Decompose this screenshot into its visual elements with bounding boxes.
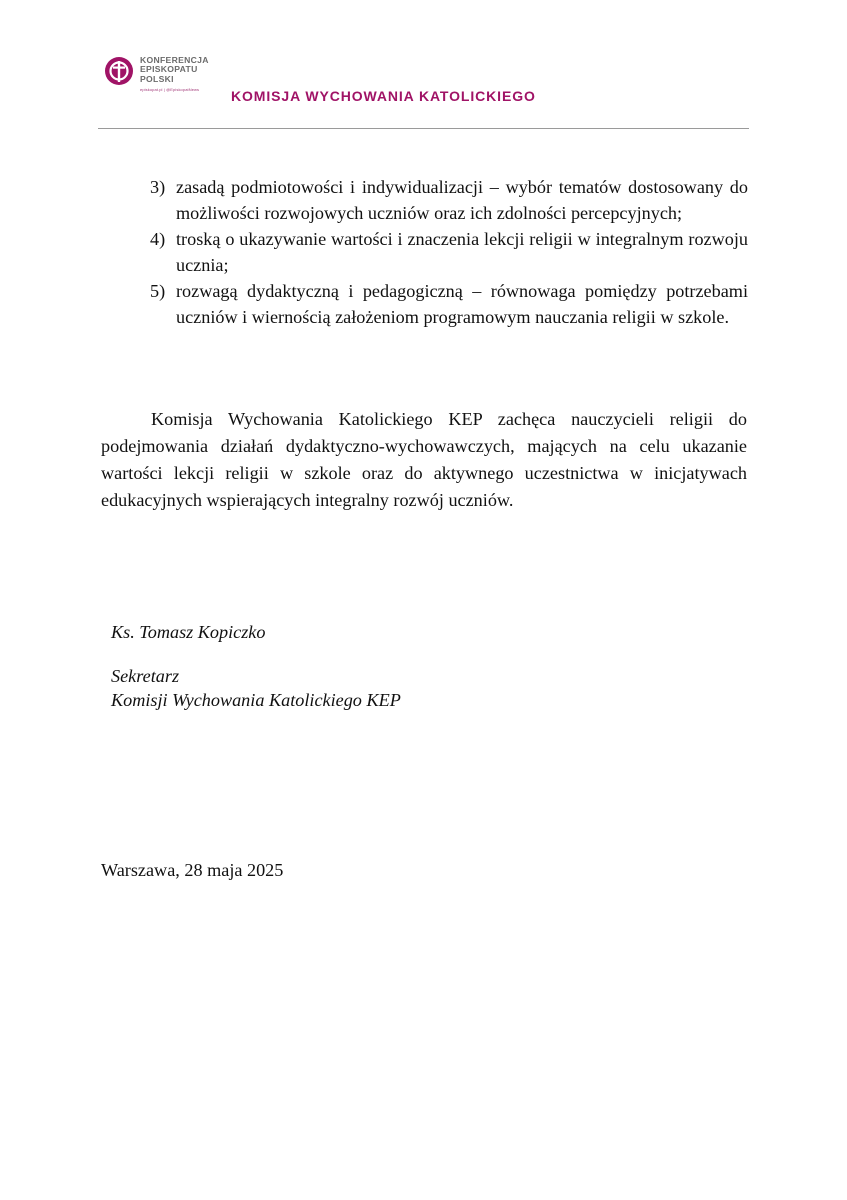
date-line: Warszawa, 28 maja 2025 xyxy=(101,860,284,880)
list-item xyxy=(150,226,748,278)
list-item-number: 5) xyxy=(150,281,166,301)
logo-wordmark xyxy=(140,56,209,84)
list-item xyxy=(150,174,748,226)
list-item-number: 3) xyxy=(150,177,166,197)
list-item-text: troską o ukazywanie wartości i znaczenia lekcji religii w integralnym rozwoju ucznia; xyxy=(176,229,748,275)
list-item-text: rozwagą dydaktyczną i pedagogiczną – równowaga pomiędzy potrzebami uczniów i wiernością założeniom programowym nauczania religii w szkole. xyxy=(176,281,748,327)
list-item-text: zasadą podmiotowości i indywidualizacji – wybór tematów dostosowany do możliwości rozwojowych uczniów oraz ich zdolności percepcyjnych; xyxy=(176,177,748,223)
logo-line-3: POLSKI xyxy=(140,73,174,84)
signature-name: Ks. Tomasz Kopiczko xyxy=(111,622,266,642)
kep-logo-icon xyxy=(104,56,134,86)
commission-title: KOMISJA WYCHOWANIA KATOLICKIEGO xyxy=(231,88,536,104)
signature-organization: Komisji Wychowania Katolickiego KEP xyxy=(111,690,401,710)
signature-role: Sekretarz xyxy=(111,666,180,686)
numbered-list xyxy=(150,174,748,330)
logo-small-text: episkopat.pl | @EpiskopatNews xyxy=(140,87,200,92)
list-item xyxy=(150,278,748,330)
kep-logo xyxy=(104,54,234,94)
logo-line-2: EPISKOPATU xyxy=(140,64,198,75)
list-item-number: 4) xyxy=(150,229,166,249)
logo-line-1: KONFERENCJA xyxy=(140,55,209,65)
header-divider xyxy=(98,128,749,129)
body-paragraph: Komisja Wychowania Katolickiego KEP zachęca nauczycieli religii do podejmowania działań dydaktyczno-wychowawczych, mających na celu ukazanie wartości lekcji religii w szkole oraz do aktywnego uczestnictwa w inicjatywach edukacyjnych wspierających integralny rozwój uczniów. xyxy=(101,409,747,510)
